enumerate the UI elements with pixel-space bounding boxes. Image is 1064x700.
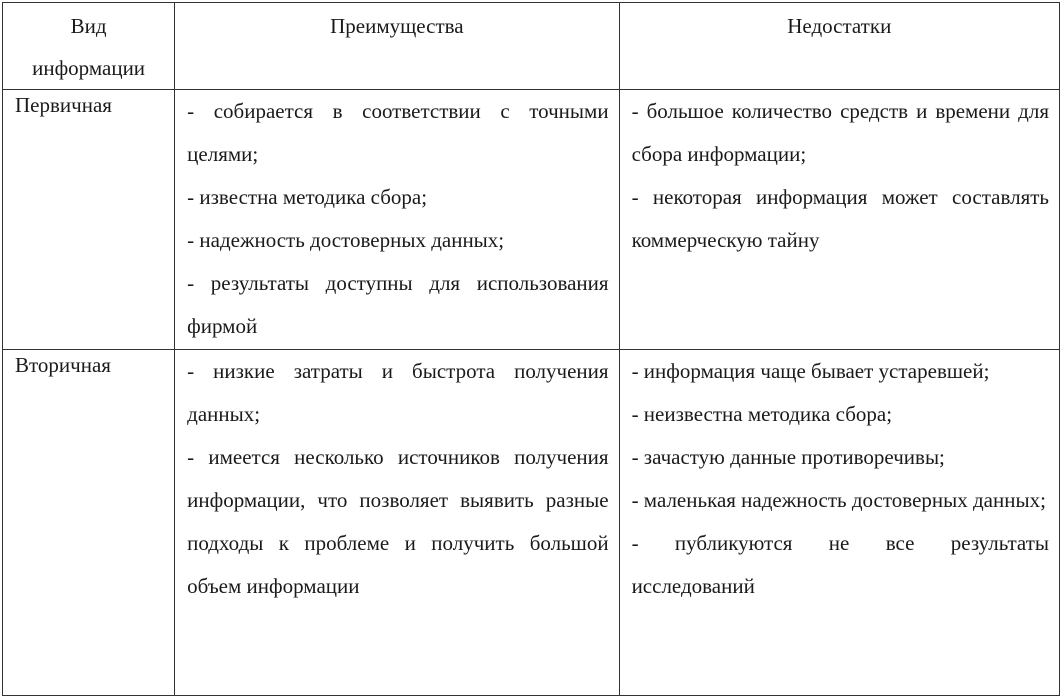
list-item: - публикуются не все результаты исследований xyxy=(631,531,1049,598)
list-item: - информация чаще бывает устаревшей; xyxy=(631,359,990,383)
information-types-table xyxy=(2,2,1060,696)
type-cell-primary xyxy=(3,90,175,350)
header-disadvantages: Недостатки xyxy=(787,14,892,38)
advantages-cell-secondary xyxy=(175,350,619,696)
list-item: - большое количество средств и времени для сбора информации; xyxy=(631,99,1049,166)
type-cell-secondary xyxy=(3,350,175,696)
list-item: - низкие затраты и быстрота получения данных; xyxy=(187,359,609,426)
list-item: - неизвестна методика сбора; xyxy=(631,402,893,426)
header-cell-disadvantages xyxy=(619,3,1059,90)
header-type-line2: информации xyxy=(32,56,146,80)
list-item: - маленькая надежность достоверных данных; xyxy=(631,488,1046,512)
header-advantages: Преимущества xyxy=(330,14,464,38)
advantages-cell-primary xyxy=(175,90,619,350)
table-row-primary xyxy=(3,90,1060,350)
list-item: - зачастую данные противоречивы; xyxy=(631,445,945,469)
type-label-secondary: Вторичная xyxy=(15,353,111,377)
list-item: - результаты доступны для использования фирмой xyxy=(187,271,609,338)
disadvantages-cell-primary xyxy=(619,90,1059,350)
type-label-primary: Первичная xyxy=(15,93,112,117)
disadvantages-cell-secondary xyxy=(619,350,1059,696)
header-type-line1: Вид xyxy=(70,14,107,38)
table-row-secondary xyxy=(3,350,1060,696)
table-header-row xyxy=(3,3,1060,90)
list-item: - известна методика сбора; xyxy=(187,185,428,209)
header-cell-type xyxy=(3,3,175,90)
list-item: - собирается в соответствии с точными целями; xyxy=(187,99,609,166)
list-item: - некоторая информация может составлять коммерческую тайну xyxy=(631,185,1049,252)
header-cell-advantages xyxy=(175,3,619,90)
list-item: - надежность достоверных данных; xyxy=(187,228,505,252)
list-item: - имеется несколько источников получения информации, что позволяет выявить разные подходы к проблеме и получить большой объем информации xyxy=(187,445,609,598)
